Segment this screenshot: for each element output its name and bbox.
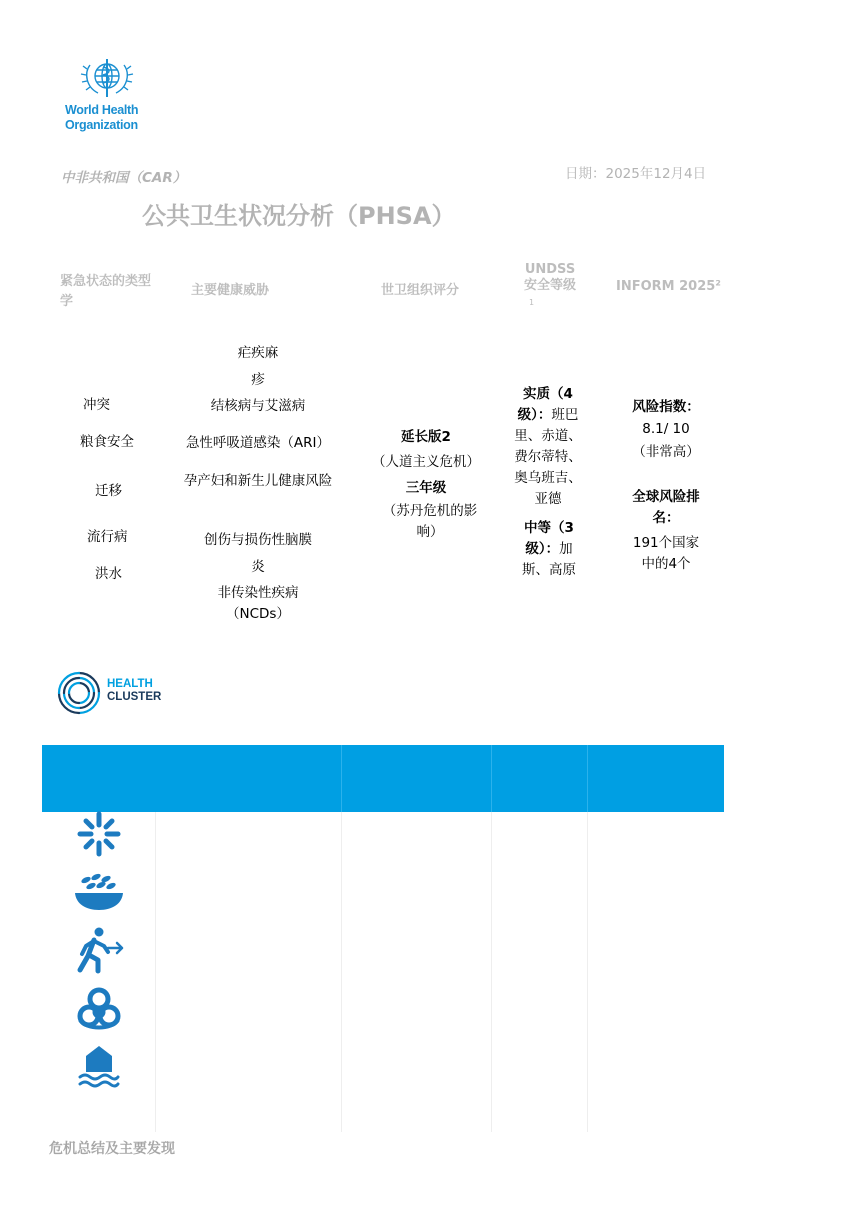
section-title-summary: 危机总结及主要发现	[49, 1141, 175, 1157]
column-rule	[587, 812, 588, 1132]
health-cluster-line2: CLUSTER	[107, 691, 162, 703]
band-divider	[491, 745, 492, 812]
health-cluster-swirl-icon	[54, 668, 104, 718]
inform-rank-value: 191个国家中的4个	[632, 535, 700, 572]
header-threats: 主要健康威胁	[191, 283, 270, 298]
undss-substantial	[508, 384, 588, 510]
typology-conflict: 冲突	[83, 397, 110, 413]
band-divider	[587, 745, 588, 812]
who-logo-line1: World Health	[65, 103, 139, 117]
flood-icon	[72, 1042, 126, 1094]
typology-flood: 洪水	[95, 566, 122, 582]
health-cluster-logo	[54, 668, 174, 720]
undss-moderate-label: 中等（3级）：	[524, 520, 574, 557]
who-logo-line2: Organization	[65, 118, 138, 132]
threat-maternal-newborn: 孕产妇和新生儿健康风险	[183, 473, 333, 489]
report-date: 日期：2025年12月4日	[565, 166, 707, 182]
table-header-band	[42, 745, 724, 812]
undss-moderate	[514, 518, 584, 581]
who-grade-level-2: 三年级	[405, 480, 447, 496]
threat-ari: 急性呼吸道感染（ARI）	[185, 435, 331, 451]
header-who-grade: 世卫组织评分	[381, 283, 460, 298]
column-rule	[155, 812, 156, 1132]
header-undss-line1: UNDSS	[524, 262, 576, 277]
inform-risk-value: 8.1/ 10	[642, 421, 690, 437]
undss-footnote: 1	[529, 298, 535, 307]
header-typology: 紧急状态的类型学	[60, 274, 152, 309]
migration-icon	[72, 924, 126, 976]
undss-moderate-areas: 加斯、高原	[522, 541, 576, 578]
epidemic-icon	[72, 984, 126, 1036]
country-label: 中非共和国（CAR）	[61, 170, 187, 186]
who-grade-type: （人道主义危机）	[372, 454, 480, 470]
header-inform: INFORM 2025²	[616, 279, 721, 294]
inform-rank-label: 全球风险排名：	[632, 489, 700, 526]
page-title: 公共卫生状况分析（PHSA）	[142, 202, 456, 230]
threat-ncds: 非传染性疾病（NCDs）	[217, 585, 299, 622]
conflict-icon	[72, 808, 126, 860]
inform-risk-level: （非常高）	[632, 444, 700, 460]
typology-epidemic: 流行病	[87, 529, 128, 545]
typology-migration: 迁移	[95, 483, 122, 499]
who-emblem-icon	[72, 55, 142, 101]
threat-tb-hiv: 结核病与艾滋病	[210, 398, 306, 414]
inform-risk-label: 风险指数：	[632, 399, 700, 415]
food-security-icon	[72, 866, 126, 918]
threat-trauma-meningitis: 创伤与损伤性脑膜	[204, 532, 312, 548]
undss-substantial-label: 实质（4级）：	[517, 386, 573, 423]
header-undss-line2: 安全等级	[523, 278, 576, 293]
undss-substantial-areas: 班巴里、赤道、费尔蒂特、奥乌班吉、亚德	[514, 407, 582, 507]
column-rule	[341, 812, 342, 1132]
typology-food-security: 粮食安全	[80, 434, 134, 450]
who-grade-level: 延长版2	[401, 429, 451, 445]
threat-meningitis-cont: 炎	[251, 559, 265, 575]
threat-measles-cont: 疹	[251, 372, 265, 388]
header-undss	[515, 262, 585, 294]
who-logo	[62, 55, 152, 135]
column-rule	[491, 812, 492, 1132]
threat-malaria-measles: 疟疾麻	[237, 345, 279, 361]
band-divider	[341, 745, 342, 812]
who-grade-note: （苏丹危机的影响）	[382, 503, 478, 540]
health-cluster-line1: HEALTH	[107, 678, 153, 690]
